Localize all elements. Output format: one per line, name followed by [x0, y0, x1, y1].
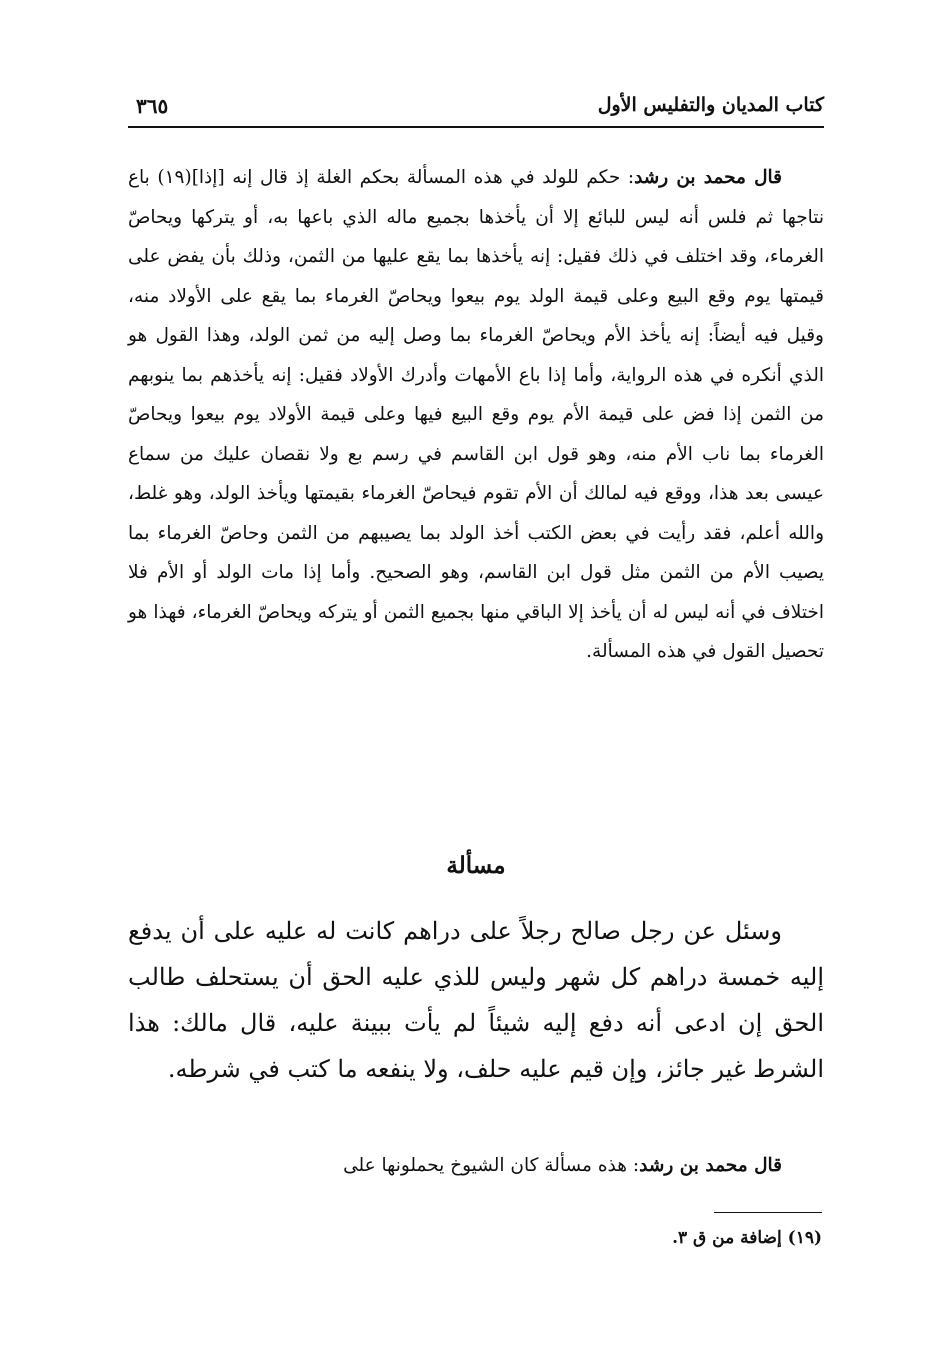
paragraph-text: : حكم للولد في هذه المسألة بحكم الغلة إذ قال إنه [إذا](١٩) باع نتاجها ثم فلس أنه ليس للبائع إلا أن يأخذها بجميع ماله الذي باعها به، أو يتركها ويحاصّ الغرماء، وقد اختلف في ذلك فقيل: إنه يأخذها بما يقع عليها من الثمن، وذلك بأن يفض على قيمتها يوم وقع البيع وعلى قيمة الولد يوم بيعوا ويحاصّ الغرماء بما يقع على الأولاد منه، وقيل فيه أيضاً: إنه يأخذ الأم ويحاصّ الغرماء بما وصل إليه من ثمن الولد، وهذا القول هو الذي أنكره في هذه الرواية، وأما إذا باع الأمهات وأدرك الأولاد فقيل: إنه يأخذهم بما ينوبهم من الثمن إذا فض على قيمة الأم يوم وقع البيع فيها وعلى قيمة الأولاد يوم بيعوا ويحاصّ الغرماء بما ناب الأم منه، وهو قول ابن القاسم في رسم بع ولا نقصان عليك من سماع عيسى بعد هذا، ووقع فيه لمالك أن الأم تقوم فيحاصّ الغرماء بقيمتها ويأخذ الولد، وهو غلط، والله أعلم، فقد رأيت في بعض الكتب أخذ الولد بما يصيبهم من الثمن وحاصّ الغرماء بما يصيب الأم من الثمن مثل قول ابن القاسم، وهو الصحيح. وأما إذا مات الولد أو الأم فلا اختلاف في أنه ليس له أن يأخذ إلا الباقي منها بجميع الثمن أو يتركه ويحاصّ الغرماء، فهذا هو تحصيل القول في هذه المسألة. — [128, 167, 825, 662]
commentary-paragraph-2 — [128, 1146, 824, 1186]
header-rule — [128, 126, 824, 128]
paragraph-lead: قال محمد بن رشد — [634, 167, 782, 188]
section-heading: مسألة — [446, 852, 506, 879]
footnote: (١٩) إضافة من ق ٣. — [672, 1228, 822, 1248]
footnote-rule — [714, 1212, 822, 1213]
commentary-paragraph — [128, 158, 824, 672]
paragraph-text: : هذه مسألة كان الشيوخ يحملونها على — [343, 1155, 640, 1176]
question-paragraph — [128, 908, 824, 1092]
paragraph-lead: قال محمد بن رشد — [639, 1155, 782, 1176]
paragraph-text: وسئل عن رجل صالح رجلاً على دراهم كانت له عليه على أن يدفع إليه خمسة دراهم كل شهر وليس للذي عليه الحق أن يستحلف طالب الحق إن ادعى أنه دفع إليه شيئاً لم يأت ببينة عليه، قال مالك: هذا الشرط غير جائز، وإن قيم عليه حلف، ولا ينفعه ما كتب في شرطه. — [128, 917, 825, 1083]
running-head — [128, 92, 824, 124]
page-number: ٣٦٥ — [136, 94, 169, 118]
running-head-title: كتاب المديان والتفليس الأول — [597, 94, 824, 116]
